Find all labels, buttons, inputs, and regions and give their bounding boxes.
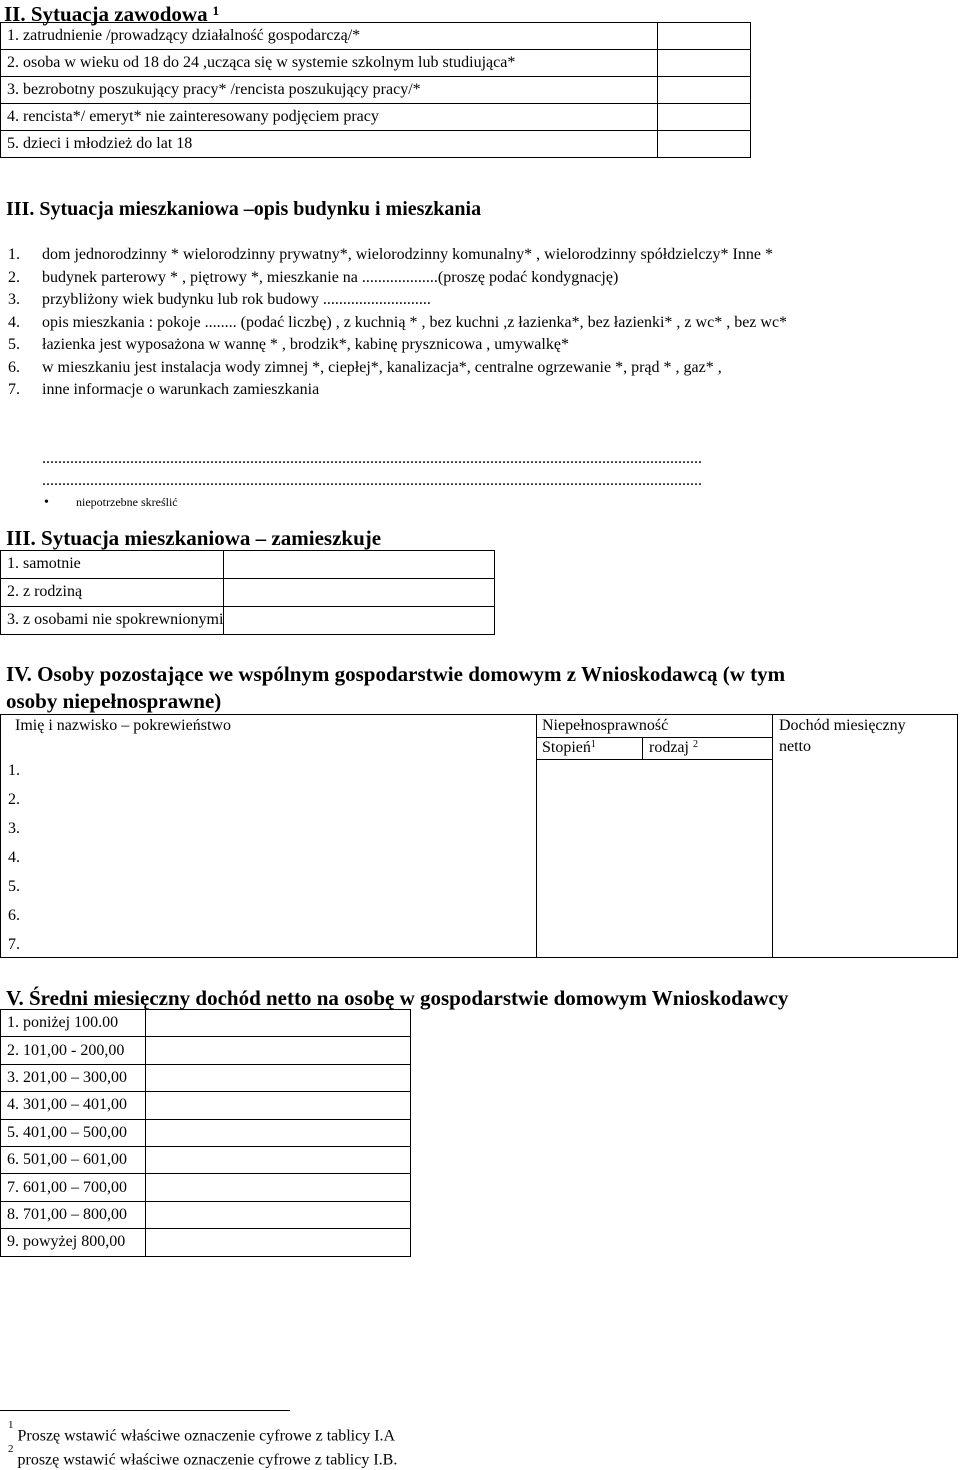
residence-mark-cell-1[interactable]: [224, 551, 495, 579]
strike-out-note: • niepotrzebne skreślić: [44, 495, 178, 510]
section-4-title-line2: osoby niepełnosprawne): [6, 689, 222, 713]
section-3b-title: III. Sytuacja mieszkaniowa – zamieszkuje: [6, 526, 382, 550]
col-name-header: Imię i nazwisko – pokrewieństwo: [15, 717, 231, 734]
col-income-header: Dochód miesięczny: [779, 717, 906, 734]
section-3a-title: III. Sytuacja mieszkaniowa –opis budynku i mieszkania: [6, 198, 482, 220]
table-row: [1, 1119, 411, 1146]
employment-option-1: 1. zatrudnienie /prowadzący działalność gospodarczą/*: [1, 23, 658, 50]
list-item: 7. inne informacje o warunkach zamieszkania: [8, 381, 320, 398]
table-row: [1, 1010, 411, 1037]
household-row-7: 7.: [8, 936, 20, 953]
footnote-2: $^2$proszę wstawić właściwe oznaczenie cyfrowe z tablicy I.B.: [8, 1443, 398, 1469]
section-2-title: II. Sytuacja zawodowa ¹: [4, 2, 220, 26]
income-mark-cell-6[interactable]: [146, 1146, 411, 1173]
table-row: [1, 1037, 411, 1064]
income-mark-cell-3[interactable]: [146, 1064, 411, 1091]
income-option-3: 3. 201,00 – 300,00: [1, 1064, 146, 1091]
employment-option-3: 3. bezrobotny poszukujący pracy* /rencista poszukujący pracy/*: [1, 77, 658, 104]
list-item: 4. opis mieszkania : pokoje ........ (podać liczbę) , z kuchnią * , bez kuchni ,z łazienka*, bez łazienki* , z wc* , bez wc*: [8, 313, 788, 331]
income-option-8: 8. 701,00 – 800,00: [1, 1201, 146, 1228]
table-row: [1, 551, 495, 579]
table-row: [1, 1146, 411, 1173]
employment-table: [0, 22, 751, 158]
residence-option-2: 2. z rodziną: [1, 579, 224, 607]
table-row: [1, 1064, 411, 1091]
income-mark-cell-1[interactable]: [146, 1010, 411, 1037]
income-mark-cell-2[interactable]: [146, 1037, 411, 1064]
table-row: [1, 1229, 411, 1256]
list-item: 5. łazienka jest wyposażona w wannę * , brodzik*, kabinę prysznicowa , umywalkę*: [8, 336, 569, 353]
fill-in-line-1[interactable]: .....................................................................................................................................................................: [42, 450, 702, 467]
col-disability-header: Niepełnosprawność: [542, 717, 669, 734]
household-row-6: 6.: [8, 907, 20, 924]
residence-table: [0, 550, 495, 635]
col-type-header: rodzaj $^2$: [649, 739, 698, 756]
household-row-5: 5.: [8, 878, 20, 895]
table-row: [1, 50, 751, 77]
table-row: [1, 579, 495, 607]
list-item: 3. przybliżony wiek budynku lub rok budowy ...........................: [8, 291, 431, 308]
income-option-2: 2. 101,00 - 200,00: [1, 1037, 146, 1064]
fill-in-line-2[interactable]: .....................................................................................................................................................................: [42, 472, 702, 489]
table-row: [1, 607, 495, 635]
table-row: [1, 104, 751, 131]
household-row-3: 3.: [8, 820, 20, 837]
income-mark-cell-7[interactable]: [146, 1174, 411, 1201]
household-row-1: 1.: [8, 762, 20, 779]
income-mark-cell-5[interactable]: [146, 1119, 411, 1146]
table-row: [1, 131, 751, 158]
col-degree-header: Stopień$^1$: [542, 739, 596, 756]
residence-option-1: 1. samotnie: [1, 551, 224, 579]
employment-option-4: 4. rencista*/ emeryt* nie zainteresowany podjęciem pracy: [1, 104, 658, 131]
residence-mark-cell-3[interactable]: [224, 607, 495, 635]
employment-mark-cell-1[interactable]: [658, 23, 751, 50]
employment-mark-cell-4[interactable]: [658, 104, 751, 131]
income-option-7: 7. 601,00 – 700,00: [1, 1174, 146, 1201]
income-option-9: 9. powyżej 800,00: [1, 1229, 146, 1256]
section-5-title: V. Średni miesięczny dochód netto na osobę w gospodarstwie domowym Wnioskodawcy: [6, 986, 789, 1010]
bullet-icon: •: [44, 495, 49, 510]
income-option-5: 5. 401,00 – 500,00: [1, 1119, 146, 1146]
table-row: [1, 23, 751, 50]
list-item: 6. w mieszkaniu jest instalacja wody zimnej *, ciepłej*, kanalizacja*, centralne ogrzewanie *, prąd * , gaz* ,: [8, 358, 722, 376]
col-income-header-line2: netto: [779, 738, 811, 755]
section-4-title-line1: IV. Osoby pozostające we wspólnym gospodarstwie domowym z Wnioskodawcą (w tym: [6, 662, 786, 686]
footnote-1: $^1$Proszę wstawić właściwe oznaczenie cyfrowe z tablicy I.A: [8, 1419, 396, 1445]
table-row: [1, 1201, 411, 1228]
residence-mark-cell-2[interactable]: [224, 579, 495, 607]
employment-option-2: 2. osoba w wieku od 18 do 24 ,ucząca się w systemie szkolnym lub studiująca*: [1, 50, 658, 77]
housing-description-list: [8, 244, 908, 402]
household-table: [0, 714, 958, 958]
income-table: [0, 1009, 411, 1257]
household-row-2: 2.: [8, 791, 20, 808]
employment-option-5: 5. dzieci i młodzież do lat 18: [1, 131, 658, 158]
footnote-divider: [0, 1410, 290, 1411]
income-option-4: 4. 301,00 – 401,00: [1, 1092, 146, 1119]
household-row-4: 4.: [8, 849, 20, 866]
income-mark-cell-4[interactable]: [146, 1092, 411, 1119]
income-mark-cell-8[interactable]: [146, 1201, 411, 1228]
list-item: 1. dom jednorodzinny * wielorodzinny prywatny*, wielorodzinny komunalny* , wielorodzinny spółdzielczy* Inne *: [8, 246, 773, 263]
residence-option-3: 3. z osobami nie spokrewnionymi: [1, 607, 224, 635]
income-option-1: 1. poniżej 100.00: [1, 1010, 146, 1037]
employment-mark-cell-5[interactable]: [658, 131, 751, 158]
employment-mark-cell-3[interactable]: [658, 77, 751, 104]
income-mark-cell-9[interactable]: [146, 1229, 411, 1256]
list-item: 2. budynek parterowy * , piętrowy *, mieszkanie na ...................(proszę podać kondygnację): [8, 268, 619, 286]
income-option-6: 6. 501,00 – 601,00: [1, 1146, 146, 1173]
table-row: [1, 77, 751, 104]
table-row: [1, 1092, 411, 1119]
table-row: [1, 1174, 411, 1201]
employment-mark-cell-2[interactable]: [658, 50, 751, 77]
